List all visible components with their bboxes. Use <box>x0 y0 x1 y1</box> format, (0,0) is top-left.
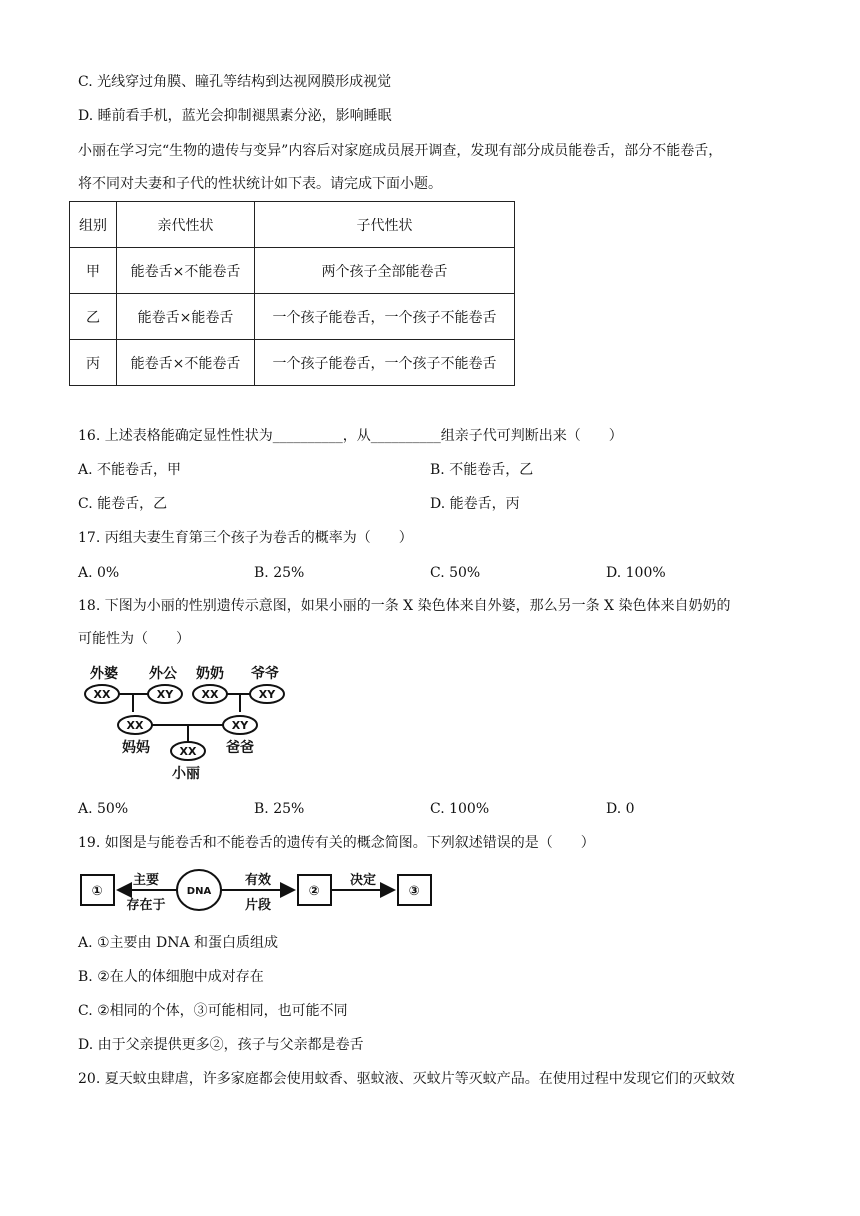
genotype-label: XY <box>258 688 276 701</box>
arrow-2-top-label: 有效 <box>244 873 272 888</box>
q17-option-d[interactable]: D. 100% <box>606 565 666 581</box>
table-cell: 能卷舌×不能卷舌 <box>117 340 255 386</box>
table-cell: 一个孩子能卷舌，一个孩子不能卷舌 <box>255 340 515 386</box>
arrow-1-top-label: 主要 <box>132 873 160 888</box>
q20-stem: 20. 夏天蚊虫肆虐，许多家庭都会使用蚊香、驱蚊液、灭蚊片等灭蚊产品。在使用过程中发现它们的灭蚊效 <box>78 1071 735 1087</box>
table-cell: 能卷舌×不能卷舌 <box>117 248 255 294</box>
q18-option-d[interactable]: D. 0 <box>606 801 635 817</box>
genotype-label: XX <box>201 688 219 701</box>
prev-option-d: D. 睡前看手机，蓝光会抑制褪黑素分泌，影响睡眠 <box>78 108 392 124</box>
q18-option-c[interactable]: C. 100% <box>430 801 490 817</box>
q19-option-d[interactable]: D. 由于父亲提供更多②，孩子与父亲都是卷舌 <box>78 1037 364 1053</box>
table-cell: 乙 <box>70 294 117 340</box>
genotype-label: XX <box>179 745 197 758</box>
table-row <box>70 340 515 386</box>
q19-option-c[interactable]: C. ②相同的个体，③可能相同，也可能不同 <box>78 1003 348 1019</box>
concept-label-1: ① <box>91 884 103 899</box>
pedigree-label-nainai: 奶奶 <box>196 666 224 682</box>
q16-option-c[interactable]: C. 能卷舌，乙 <box>78 496 168 512</box>
arrow-3-top-label: 决定 <box>349 873 377 888</box>
table-header-parent: 亲代性状 <box>117 202 255 248</box>
concept-box-3-wrap <box>396 872 434 908</box>
table-cell: 一个孩子能卷舌，一个孩子不能卷舌 <box>255 294 515 340</box>
q17-option-c[interactable]: C. 50% <box>430 565 481 581</box>
pedigree-label-waipo: 外婆 <box>90 666 118 682</box>
gene-concept-diagram <box>78 864 420 914</box>
concept-label-3: ③ <box>408 884 420 899</box>
table-header-group: 组别 <box>70 202 117 248</box>
q16-stem: 16. 上述表格能确定显性性状为__________，从__________组亲子代可判断出来（ ） <box>78 428 623 444</box>
table-header-child: 子代性状 <box>255 202 515 248</box>
pedigree-label-waigong: 外公 <box>149 666 177 682</box>
sex-inheritance-pedigree <box>78 662 298 786</box>
table-row <box>70 248 515 294</box>
table-cell: 甲 <box>70 248 117 294</box>
concept-label-2: ② <box>308 884 320 899</box>
pedigree-label-mama: 妈妈 <box>122 740 150 756</box>
table-header-row <box>70 202 515 248</box>
pedigree-label-baba: 爸爸 <box>226 740 254 756</box>
genotype-label: XX <box>126 719 144 732</box>
q17-option-b[interactable]: B. 25% <box>254 565 305 581</box>
table-cell: 丙 <box>70 340 117 386</box>
dna-label: DNA <box>186 886 212 897</box>
genotype-label: XY <box>156 688 174 701</box>
table-cell: 两个孩子全部能卷舌 <box>255 248 515 294</box>
q16-option-b[interactable]: B. 不能卷舌，乙 <box>430 462 534 478</box>
q17-stem: 17. 丙组夫妻生育第三个孩子为卷舌的概率为（ ） <box>78 530 413 546</box>
intro-line-1: 小丽在学习完“生物的遗传与变异”内容后对家庭成员展开调查，发现有部分成员能卷舌，部分不能卷舌， <box>78 143 723 159</box>
q18-option-b[interactable]: B. 25% <box>254 801 305 817</box>
arrow-2-bottom-label: 片段 <box>244 898 272 913</box>
q18-option-a[interactable]: A. 50% <box>78 801 129 817</box>
q16-option-a[interactable]: A. 不能卷舌，甲 <box>78 462 182 478</box>
prev-option-c: C. 光线穿过角膜、瞳孔等结构到达视网膜形成视觉 <box>78 74 392 90</box>
arrow-1-bottom-label: 存在于 <box>126 898 166 913</box>
q17-option-a[interactable]: A. 0% <box>78 565 120 581</box>
q19-stem: 19. 如图是与能卷舌和不能卷舌的遗传有关的概念简图。下列叙述错误的是（ ） <box>78 835 595 851</box>
traits-table <box>69 201 515 386</box>
pedigree-label-yeye: 爷爷 <box>251 666 279 682</box>
q18-stem-line-2: 可能性为（ ） <box>78 631 190 647</box>
genotype-label: XX <box>93 688 111 701</box>
pedigree-label-xiaoli: 小丽 <box>172 766 200 782</box>
q16-option-d[interactable]: D. 能卷舌，丙 <box>430 496 520 512</box>
table-cell: 能卷舌×能卷舌 <box>117 294 255 340</box>
q19-option-a[interactable]: A. ①主要由 DNA 和蛋白质组成 <box>78 935 279 951</box>
q19-option-b[interactable]: B. ②在人的体细胞中成对存在 <box>78 969 264 985</box>
q18-stem-line-1: 18. 下图为小丽的性别遗传示意图，如果小丽的一条 X 染色体来自外婆，那么另一条 X 染色体来自奶奶的 <box>78 598 731 614</box>
table-row <box>70 294 515 340</box>
intro-line-2: 将不同对夫妻和子代的性状统计如下表。请完成下面小题。 <box>78 176 442 192</box>
genotype-label: XY <box>231 719 249 732</box>
